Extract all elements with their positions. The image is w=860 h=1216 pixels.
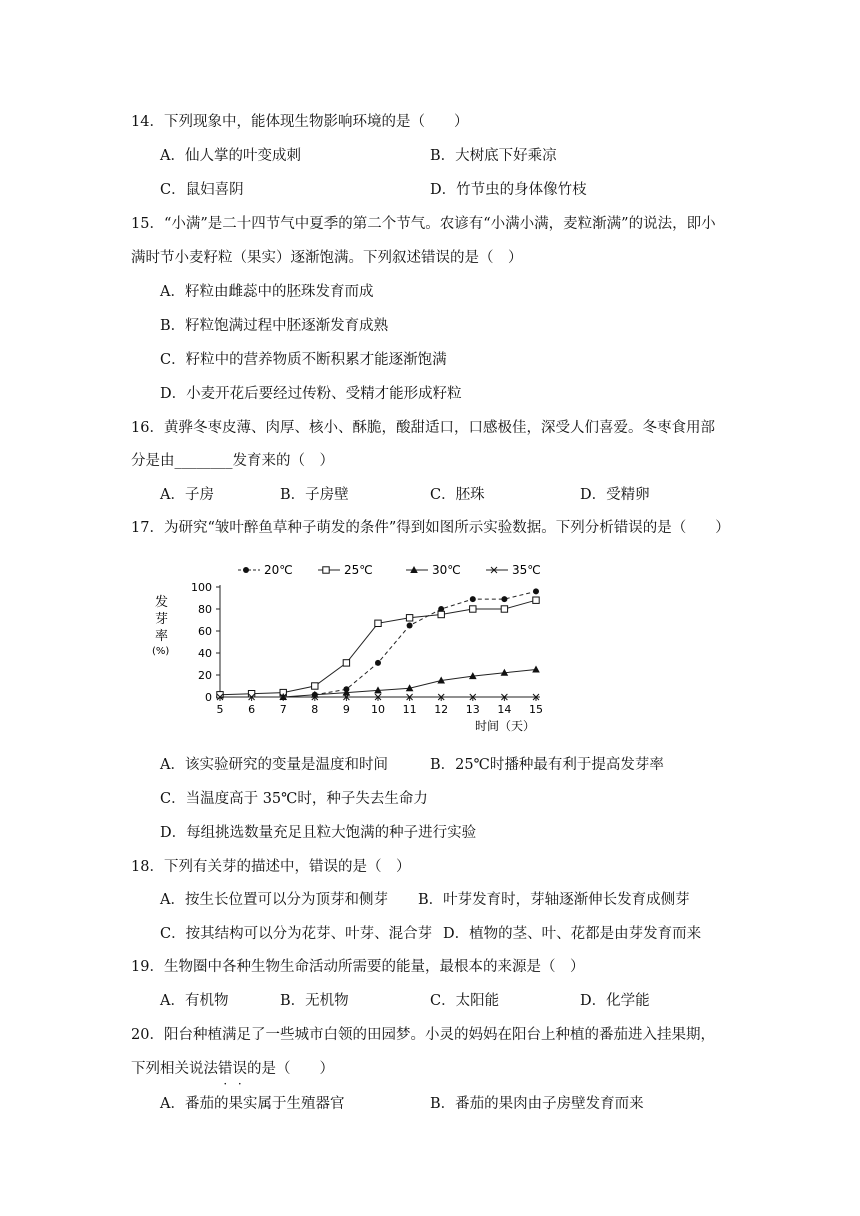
q14-option-d: D．竹节虫的身体像竹枝 [430,182,587,198]
y-axis-label-line2: 芽 [155,612,169,627]
q15-stem-line1: 15．“小满”是二十四节气中夏季的第二个节气。农谚有“小满小满，麦粒渐满”的说法，即小 [131,216,716,232]
q18-option-a: A．按生长位置可以分为顶芽和侧芽 [160,892,388,908]
q19-option-b: B．无机物 [280,993,349,1009]
germination-rate-chart [150,556,560,736]
legend-label-1: 25℃ [344,563,373,577]
q20-emphasis-char-1: 错 [218,1061,233,1077]
y-tick-label: 40 [198,647,212,660]
y-tick-label: 100 [191,581,212,594]
series-line-2 [283,670,536,698]
q14-option-c: C．鼠妇喜阴 [160,182,244,198]
series-line-1 [220,600,536,695]
x-tick-label: 10 [371,703,385,716]
data-point-25c [343,660,349,666]
q17-option-c: C．当温度高于 35℃时，种子失去生命力 [160,791,428,807]
data-point-25c [312,683,318,689]
chart-axes [191,581,543,716]
q16-option-b: B．子房壁 [280,487,349,503]
q14-option-b: B．大树底下好乘凉 [430,148,557,164]
q18-option-d: D．植物的茎、叶、花都是由芽发育而来 [443,926,702,942]
x-tick-label: 9 [342,703,350,716]
q16-stem-line2: 分是由________发育来的（ ） [131,453,334,469]
x-tick-label: 8 [311,703,319,716]
y-tick-label: 0 [205,691,212,704]
legend-label-3: 35℃ [512,563,541,577]
chart-series [217,588,540,700]
q19-option-d: D．化学能 [580,993,650,1009]
q14-stem: 14．下列现象中，能体现生物影响环境的是（ ） [131,114,469,130]
q20-stem-line1: 20．阳台种植满足了一些城市白领的田园梦。小灵的妈妈在阳台上种植的番茄进入挂果期， [131,1027,715,1043]
q14-option-a: A．仙人掌的叶变成刺 [160,148,301,164]
y-tick-label: 20 [198,669,212,682]
q19-option-a: A．有机物 [160,993,229,1009]
data-point-20c [243,567,249,573]
x-tick-label: 13 [465,703,480,716]
y-axis-label-line1: 发 [155,595,169,610]
data-point-25c [501,606,507,612]
data-point-20c [407,623,413,629]
x-tick-label: 5 [216,703,224,716]
data-point-25c [248,691,254,697]
q17-option-d: D．每组挑选数量充足且粒大饱满的种子进行实验 [160,825,477,841]
q16-option-a: A．子房 [160,487,214,503]
q17-stem: 17．为研究“皱叶醉鱼草种子萌发的条件”得到如图所示实验数据。下列分析错误的是（ ） [131,520,730,536]
q18-option-c: C．按其结构可以分为花芽、叶芽、混合芽 [160,926,433,942]
q20-emphasis-char-2: 误 [232,1061,247,1077]
q20-stem-line2 [131,1059,334,1079]
q15-stem-line2: 满时节小麦籽粒（果实）逐渐饱满。下列叙述错误的是（ ） [131,250,523,266]
data-point-25c [406,615,412,621]
q15-option-b: B．籽粒饱满过程中胚逐渐发育成熟 [160,318,389,334]
q20-option-b: B．番茄的果肉由子房壁发育而来 [430,1096,644,1112]
y-tick-label: 60 [198,625,212,638]
x-axis-label: 时间（天） [475,719,536,733]
x-tick-label: 6 [248,703,256,716]
y-axis-label-unit: (%) [152,646,170,657]
q20-option-a: A．番茄的果实属于生殖器官 [160,1096,345,1112]
q20-stem-post: 的是（ ） [247,1061,334,1077]
data-point-25c [323,567,329,573]
y-tick-label: 80 [198,603,212,616]
q19-stem: 19．生物圈中各种生物生命活动所需要的能量，最根本的来源是（ ） [131,959,585,975]
data-point-20c [533,588,539,594]
q19-option-c: C．太阳能 [430,993,500,1009]
x-tick-label: 14 [497,703,512,716]
q18-option-b: B．叶芽发育时，芽轴逐渐伸长发育成侧芽 [418,892,690,908]
q17-option-a: A．该实验研究的变量是温度和时间 [160,757,388,773]
q16-option-c: C．胚珠 [430,487,485,503]
x-tick-label: 7 [279,703,287,716]
x-tick-label: 12 [434,703,449,716]
data-point-20c [501,596,507,602]
q15-option-d: D．小麦开花后要经过传粉、受精才能形成籽粒 [160,386,462,402]
legend-label-0: 20℃ [264,563,293,577]
chart-legend [238,563,541,577]
x-tick-label: 11 [402,703,417,716]
q16-option-d: D．受精卵 [580,487,650,503]
data-point-25c [533,597,539,603]
data-point-25c [438,611,444,617]
q15-option-c: C．籽粒中的营养物质不断积累才能逐渐饱满 [160,352,447,368]
q15-option-a: A．籽粒由雌蕊中的胚珠发育而成 [160,284,374,300]
q18-stem: 18．下列有关芽的描述中，错误的是（ ） [131,859,411,875]
data-point-25c [470,606,476,612]
y-axis-label-line3: 率 [155,629,169,644]
legend-label-2: 30℃ [432,563,461,577]
q17-option-b: B．25℃时播种最有利于提高发芽率 [430,757,664,773]
data-point-30c [532,666,540,673]
data-point-20c [470,596,476,602]
x-tick-label: 15 [529,703,543,716]
q20-stem-pre: 下列相关说法 [131,1061,218,1077]
q16-stem-line1: 16．黄骅冬枣皮薄、肉厚、核小、酥脆，酸甜适口，口感极佳，深受人们喜爱。冬枣食用部 [131,420,715,436]
data-point-25c [375,620,381,626]
data-point-20c [375,660,381,666]
